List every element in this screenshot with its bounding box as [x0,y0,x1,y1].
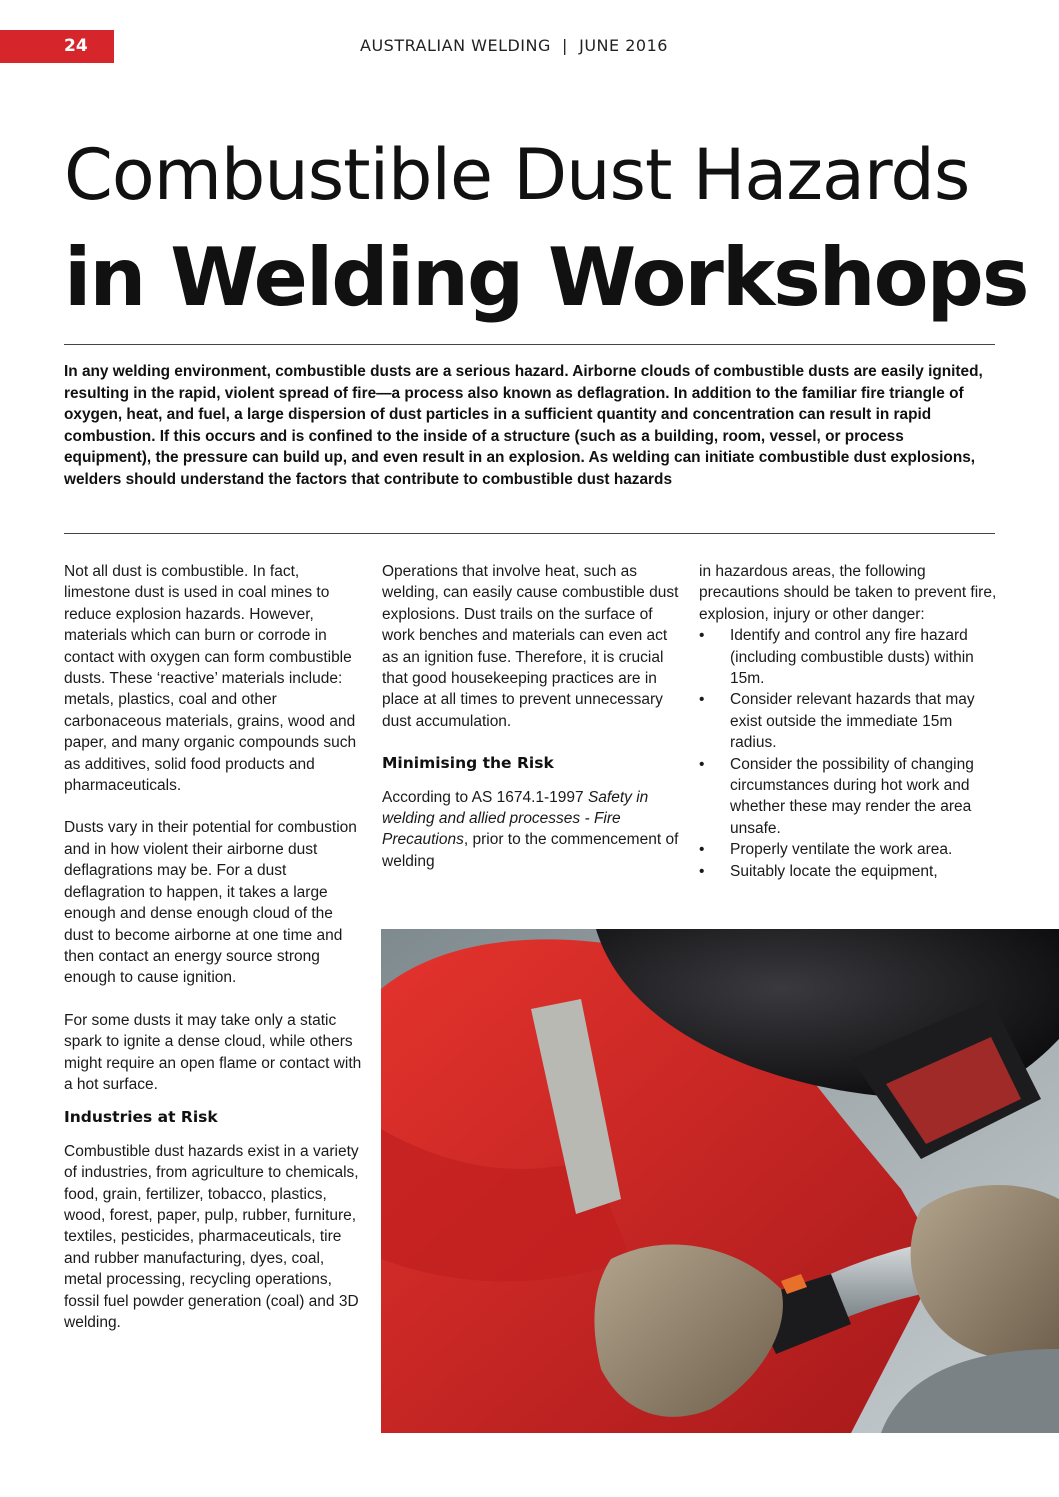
page-number: 24 [64,36,88,56]
list-item-text: Consider the possibility of changing circumstances during hot work and whether these may render the area unsafe. [730,755,974,837]
list-item-text: Consider relevant hazards that may exist outside the immediate 15m radius. [730,691,975,752]
bullet: • [699,862,705,880]
bullet: • [699,627,705,645]
standard-title: Safety in welding and allied processes - Fire Precautions [382,788,649,849]
list-item-text: Suitably locate the equipment, [730,862,938,880]
list-item [699,625,999,689]
text-run: , prior to the commencement of welding [382,831,679,870]
list-item [699,861,999,882]
paragraph: Dusts vary in their potential for combustion and in how violent their airborne dust deflagrations may be. For a dust deflagration to happen, it takes a large enough and dense enough cloud of the dust to become airborne at one time and then contact an energy source strong enough to cause ignition. [64,819,357,987]
section-heading-industries: Industries at Risk [64,1108,218,1127]
list-item [699,839,999,860]
article-title-line2: in Welding Workshops [64,231,1028,324]
running-head: AUSTRALIAN WELDING | JUNE 2016 [360,36,668,55]
column-1 [64,561,364,1354]
list-item [699,689,999,753]
text-run: According to AS 1674.1-1997 [382,788,588,806]
article-title-line1: Combustible Dust Hazards [64,134,970,216]
paragraph: Combustible dust hazards exist in a variety of industries, from agriculture to chemicals, food, grain, fertilizer, tobacco, plastics, wood, forest, paper, pulp, rubber, furniture, textiles, pesticides, pharmaceuticals, tire and rubber manufacturing, dyes, coal, metal processing, recycling operations, fossil fuel powder generation (coal) and 3D welding. [64,1142,359,1331]
column-2 [382,561,682,893]
paragraph-standard-reference [382,787,682,873]
paragraph: Not all dust is combustible. In fact, limestone dust is used in coal mines to reduce explosion hazards. However, materials which can burn or corrode in contact with oxygen can form combustible dusts. These ‘reactive’ materials include: metals, plastics, coal and other carbonaceous materials, grains, wood and paper, and many organic compounds such as additives, solid food products and pharmaceuticals. [64,563,357,795]
list-item [699,754,999,840]
title-divider [64,344,995,345]
bullet: • [699,755,705,773]
paragraph: Operations that involve heat, such as welding, can easily cause combustible dust explosions. Dust trails on the surface of work benches and materials can even act as an ignition fuse. Therefore, it is crucial that good housekeeping practices are in place at all times to prevent unnecessary dust accumulation. [382,563,679,730]
welder-illustration [381,929,1059,1433]
standfirst-divider [64,533,995,534]
precautions-list [699,625,999,882]
paragraph: For some dusts it may take only a static spark to ignite a dense cloud, while others might require an open flame or contact with a hot surface. [64,1011,362,1093]
standfirst: In any welding environment, combustible dusts are a serious hazard. Airborne clouds of combustible dusts are easily ignited, resulting in the rapid, violent spread of fire—a process also known as deflagration. In addition to the familiar fire triangle of oxygen, heat, and fuel, a large dispersion of dust particles in a sufficient quantity and concentration can result in rapid combustion. If this occurs and is confined to the inside of a structure (such as a building, room, vessel, or process equipment), the pressure can build up, and even result in an explosion. As welding can initiate combustible dust explosions, welders should understand the factors that contribute to combustible dust hazards [64,363,983,488]
page-number-tab [0,30,114,63]
welder-photo [381,929,1059,1433]
bullet: • [699,691,705,709]
bullet: • [699,841,705,859]
list-item-text: Identify and control any fire hazard (including combustible dusts) within 15m. [730,627,974,688]
list-item-text: Properly ventilate the work area. [730,841,953,859]
paragraph: in hazardous areas, the following precautions should be taken to prevent fire, explosion, injury or other danger: [699,563,997,623]
column-3 [699,561,999,882]
section-heading-minimising: Minimising the Risk [382,754,554,773]
